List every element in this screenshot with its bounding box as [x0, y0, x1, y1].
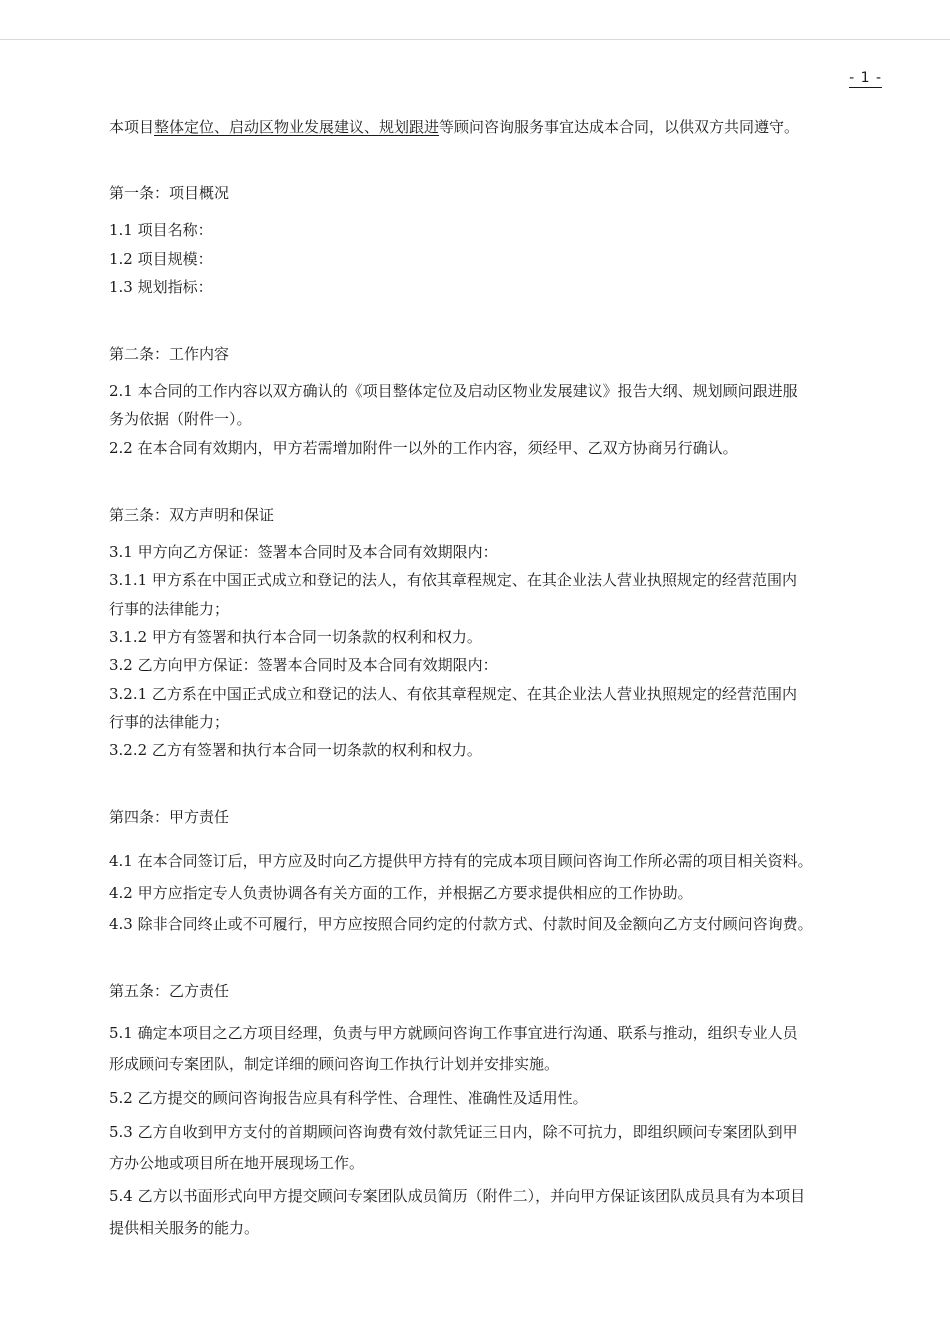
section-4-line-3: 4.3 除非合同终止或不可履行，甲方应按照合同约定的付款方式、付款时间及金额向乙方支付顾问咨询费。: [109, 915, 813, 933]
intro-post: 等顾问咨询服务事宜达成本合同，以供双方共同遵守。: [439, 118, 800, 136]
intro-paragraph: [109, 117, 799, 137]
section-1-line-1: 1.1 项目名称：: [109, 221, 213, 239]
intro-pre: 本项目: [109, 118, 155, 136]
section-3-line-5: 3.2 乙方向甲方保证：签署本合同时及本合同有效期限内：: [109, 656, 498, 674]
section-3-line-3: 行事的法律能力；: [109, 600, 230, 618]
section-1-line-3: 1.3 规划指标：: [109, 278, 213, 296]
header-rule: [0, 39, 950, 40]
section-title-2: 第二条：工作内容: [109, 345, 230, 363]
intro-underlined: 整体定位、启动区物业发展建议、规划跟进: [154, 118, 440, 136]
section-5-line-7: 提供相关服务的能力。: [109, 1219, 260, 1237]
section-3-line-2: 3.1.1 甲方系在中国正式成立和登记的法人，有依其章程规定、在其企业法人营业执照规定的经营范围内: [109, 571, 797, 589]
page-number: - 1 -: [849, 70, 882, 86]
section-title-1: 第一条：项目概况: [109, 184, 230, 202]
section-2-line-1: 2.1 本合同的工作内容以双方确认的《项目整体定位及启动区物业发展建议》报告大纲、规划顾问跟进服: [109, 382, 798, 400]
section-3-line-1: 3.1 甲方向乙方保证：签署本合同时及本合同有效期限内：: [109, 543, 498, 561]
section-2-line-2: 务为依据（附件一）。: [109, 410, 252, 428]
section-title-5: 第五条：乙方责任: [109, 982, 230, 1000]
section-5-line-5: 方办公地或项目所在地开展现场工作。: [109, 1154, 365, 1172]
section-4-line-2: 4.2 甲方应指定专人负责协调各有关方面的工作，并根据乙方要求提供相应的工作协助。: [109, 884, 693, 902]
section-title-4: 第四条：甲方责任: [109, 808, 230, 826]
section-1-line-2: 1.2 项目规模：: [109, 250, 213, 268]
section-5-line-1: 5.1 确定本项目之乙方项目经理，负责与甲方就顾问咨询工作事宜进行沟通、联系与推动，组织专业人员: [109, 1024, 798, 1042]
section-3-line-4: 3.1.2 甲方有签署和执行本合同一切条款的权利和权力。: [109, 628, 482, 646]
section-3-line-6: 3.2.1 乙方系在中国正式成立和登记的法人、有依其章程规定、在其企业法人营业执照规定的经营范围内: [109, 685, 797, 703]
section-4-line-1: 4.1 在本合同签订后，甲方应及时向乙方提供甲方持有的完成本项目顾问咨询工作所必需的项目相关资料。: [109, 852, 813, 870]
section-3-line-7: 行事的法律能力；: [109, 713, 230, 731]
section-5-line-2: 形成顾问专案团队，制定详细的顾问咨询工作执行计划并安排实施。: [109, 1055, 560, 1073]
section-title-3: 第三条：双方声明和保证: [109, 506, 275, 524]
section-5-line-4: 5.3 乙方自收到甲方支付的首期顾问咨询费有效付款凭证三日内，除不可抗力，即组织顾问专案团队到甲: [109, 1123, 798, 1141]
section-3-line-8: 3.2.2 乙方有签署和执行本合同一切条款的权利和权力。: [109, 741, 482, 759]
section-5-line-6: 5.4 乙方以书面形式向甲方提交顾问专案团队成员简历（附件二），并向甲方保证该团队成员具有为本项目: [109, 1187, 806, 1205]
section-2-line-3: 2.2 在本合同有效期内，甲方若需增加附件一以外的工作内容，须经甲、乙双方协商另行确认。: [109, 439, 738, 457]
section-5-line-3: 5.2 乙方提交的顾问咨询报告应具有科学性、合理性、准确性及适用性。: [109, 1089, 588, 1107]
